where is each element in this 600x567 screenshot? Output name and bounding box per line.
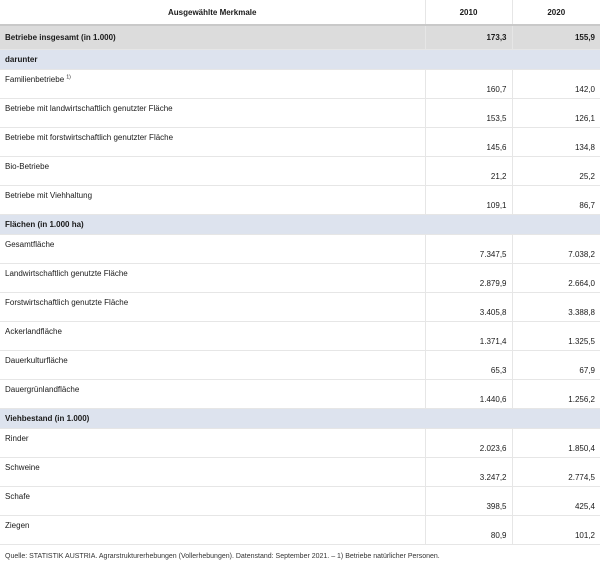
row-label-cell [0,70,425,99]
footnote-row [0,545,600,567]
value-2020: 25,2 [512,157,600,186]
value-2020: 1.850,4 [512,429,600,458]
section-title: darunter [0,50,600,70]
section-title: Viehbestand (in 1.000) [0,409,600,429]
value-2020: 134,8 [512,128,600,157]
row-label: Gesamtfläche [5,240,54,249]
value-2010: 153,5 [425,99,512,128]
row-label: Betriebe mit forstwirtschaftlich genutzter Fläche [5,133,173,142]
row-label-cell [0,99,425,128]
table-row [0,322,600,351]
row-label-cell [0,235,425,264]
table-row [0,458,600,487]
value-2010: 2.023,6 [425,429,512,458]
value-2020: 101,2 [512,516,600,545]
value-2020: 7.038,2 [512,235,600,264]
header-row [0,0,600,25]
row-label-cell [0,516,425,545]
value-2020: 2.664,0 [512,264,600,293]
table-row [0,264,600,293]
row-label: Dauergrünlandfläche [5,385,79,394]
table-row [0,128,600,157]
row-label: Schafe [5,492,30,501]
column-header-2020: 2020 [512,0,600,25]
value-2010: 398,5 [425,487,512,516]
table-row [0,235,600,264]
row-label-cell [0,351,425,380]
section-header-row [0,50,600,70]
value-2020: 1.256,2 [512,380,600,409]
footnote-marker: 1) [66,74,70,80]
value-2010: 21,2 [425,157,512,186]
row-label-cell [0,128,425,157]
value-2010: 7.347,5 [425,235,512,264]
row-label-cell [0,322,425,351]
value-2020: 86,7 [512,186,600,215]
value-2020: 1.325,5 [512,322,600,351]
table-row [0,380,600,409]
value-2010: 65,3 [425,351,512,380]
value-2010: 145,6 [425,128,512,157]
value-2020: 126,1 [512,99,600,128]
total-value-2010: 173,3 [425,25,512,50]
value-2020: 67,9 [512,351,600,380]
row-label: Dauerkulturfläche [5,356,68,365]
row-label-cell [0,487,425,516]
table-row [0,429,600,458]
value-2020: 3.388,8 [512,293,600,322]
value-2020: 425,4 [512,487,600,516]
row-label-cell [0,458,425,487]
row-label: Rinder [5,434,29,443]
value-2010: 80,9 [425,516,512,545]
source-footnote: Quelle: STATISTIK AUSTRIA. Agrarstrukturerhebungen (Vollerhebungen). Datenstand: September 2021. – 1) Betriebe natürlicher Personen. [0,545,600,567]
row-label: Forstwirtschaftlich genutzte Fläche [5,298,128,307]
total-label: Betriebe insgesamt (in 1.000) [0,25,425,50]
value-2010: 2.879,9 [425,264,512,293]
total-row [0,25,600,50]
column-header-2010: 2010 [425,0,512,25]
value-2010: 3.247,2 [425,458,512,487]
value-2010: 160,7 [425,70,512,99]
row-label: Familienbetriebe [5,75,64,84]
value-2010: 3.405,8 [425,293,512,322]
table-row [0,487,600,516]
row-label-cell [0,264,425,293]
total-value-2020: 155,9 [512,25,600,50]
row-label: Landwirtschaftlich genutzte Fläche [5,269,128,278]
value-2010: 1.440,6 [425,380,512,409]
table-row [0,186,600,215]
table-row [0,157,600,186]
row-label-cell [0,429,425,458]
value-2010: 109,1 [425,186,512,215]
table-row [0,293,600,322]
value-2010: 1.371,4 [425,322,512,351]
row-label: Bio-Betriebe [5,162,49,171]
table-row [0,351,600,380]
value-2020: 2.774,5 [512,458,600,487]
section-header-row [0,215,600,235]
row-label-cell [0,157,425,186]
section-header-row [0,409,600,429]
row-label: Ackerlandfläche [5,327,62,336]
row-label-cell [0,293,425,322]
table-row [0,70,600,99]
value-2020: 142,0 [512,70,600,99]
table-row [0,516,600,545]
table-row [0,99,600,128]
section-title: Flächen (in 1.000 ha) [0,215,600,235]
column-header-merkmal: Ausgewählte Merkmale [0,0,425,25]
row-label: Schweine [5,463,40,472]
row-label: Betriebe mit landwirtschaftlich genutzter Fläche [5,104,173,113]
row-label: Betriebe mit Viehhaltung [5,191,92,200]
row-label-cell [0,380,425,409]
row-label-cell [0,186,425,215]
row-label: Ziegen [5,521,29,530]
